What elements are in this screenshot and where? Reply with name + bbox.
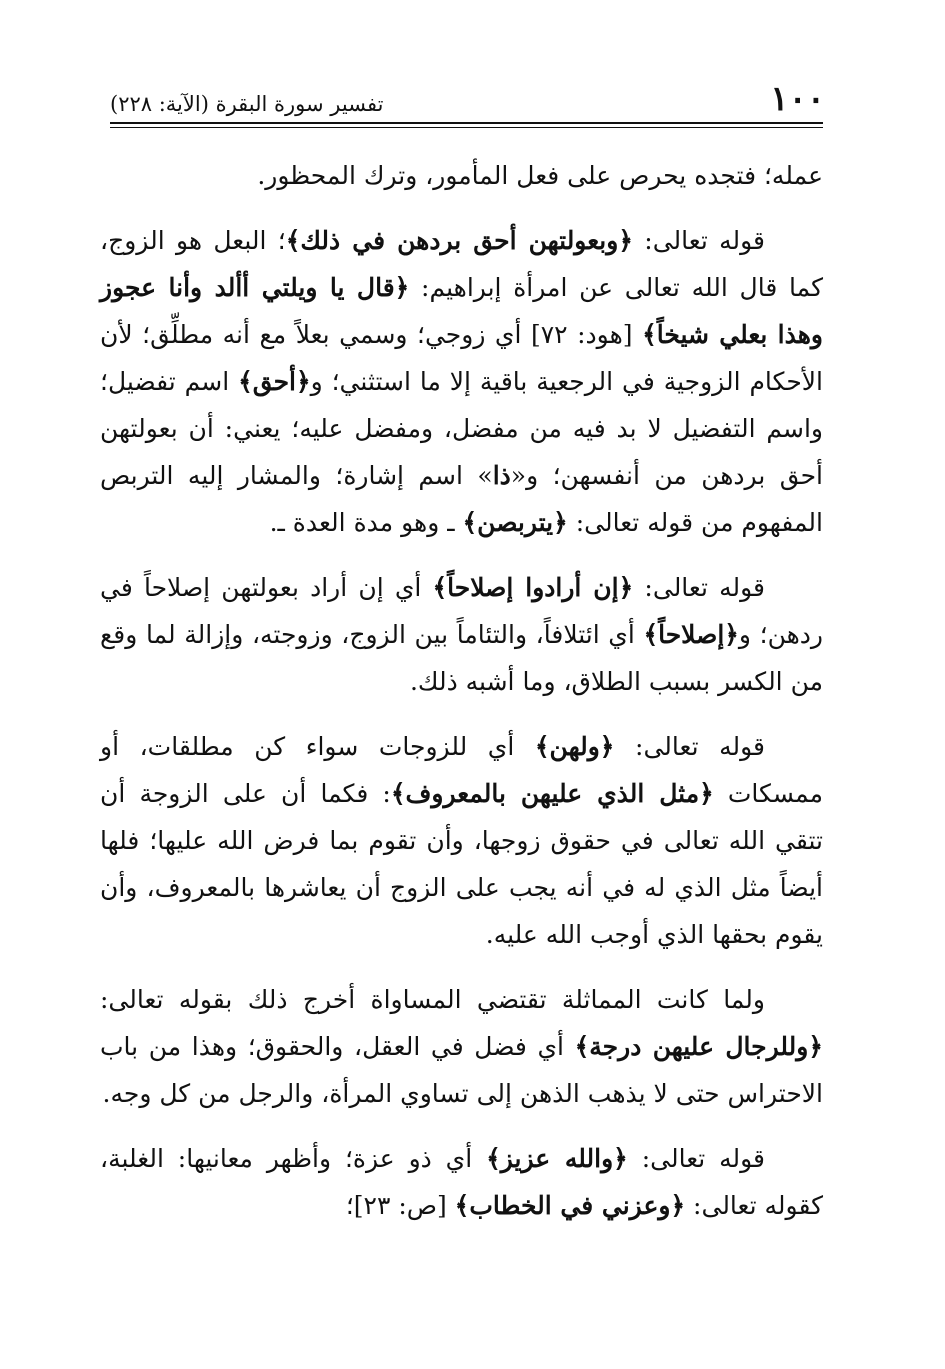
text-run: [هود: ٧٢] أي زوجي؛ وسمي بعلاً مع أنه مطلِّق؛ لأن الأحكام الزوجية في الرجعية باقية إلا ما استثني؛ و bbox=[100, 320, 824, 396]
quran-quote: ﴿ولهن﴾ bbox=[534, 732, 615, 761]
text-run: [ص: ٢٣]؛ bbox=[345, 1191, 455, 1220]
quran-quote: ذا bbox=[492, 461, 511, 490]
quran-quote: ﴿مثل الذي عليهن بالمعروف﴾ bbox=[390, 779, 714, 808]
quran-quote: ﴿يتربصن﴾ bbox=[462, 508, 568, 537]
quran-quote: ﴿إصلاحاً﴾ bbox=[643, 620, 739, 649]
quran-quote: ﴿قال يا ويلتي أألد وأنا عجوز وهذا بعلي شيخاً﴾ bbox=[100, 273, 823, 349]
text-run: اسم تفضيل؛ واسم التفضيل لا بد فيه من مفضل، ومفضل عليه؛ يعني: أن بعولتهن أحق بردهن من أنفسهن؛ و« bbox=[100, 367, 823, 490]
quran-quote: ﴿إن أرادوا إصلاحاً﴾ bbox=[432, 573, 634, 602]
paragraph bbox=[100, 564, 823, 705]
text-run: أي للزوجات سواء كن مطلقات، أو ممسكات bbox=[100, 732, 823, 808]
text-run: ـ وهو مدة العدة ـ. bbox=[269, 508, 463, 537]
quran-quote: ﴿وعزني في الخطاب﴾ bbox=[454, 1191, 686, 1220]
text-run: قوله تعالى: bbox=[633, 573, 765, 602]
page-header bbox=[110, 79, 825, 122]
text-run: أي إن أراد بعولتهن إصلاحاً في ردهن؛ و bbox=[100, 573, 823, 649]
quran-quote: ﴿والله عزيز﴾ bbox=[486, 1144, 628, 1173]
text-run: أي ائتلافاً، والتئاماً بين الزوج، وزوجته، وإزالة لما وقع من الكسر بسبب الطلاق، وما أشبه ذلك. bbox=[100, 620, 823, 696]
header-rule-thick bbox=[110, 122, 823, 124]
text-run: قوله تعالى: bbox=[632, 226, 765, 255]
text-run: أي فضل في العقل، والحقوق؛ وهذا من باب الاحتراس حتى لا يذهب الذهن إلى تساوي المرأة، والرجل من كل وجه. bbox=[100, 1032, 823, 1108]
running-title: تفسير سورة البقرة (الآية: ٢٢٨) bbox=[110, 92, 384, 116]
header-rule-thin bbox=[110, 127, 823, 128]
paragraph bbox=[100, 1135, 823, 1229]
text-run: قوله تعالى: bbox=[614, 732, 766, 761]
text-run: ؛ البعل هو الزوج، كما قال الله تعالى عن امرأة إبراهيم: bbox=[100, 226, 823, 302]
quran-quote: ﴿وللرجال عليهن درجة﴾ bbox=[574, 1032, 824, 1061]
text-run: عمله؛ فتجده يحرص على فعل المأمور، وترك المحظور. bbox=[257, 161, 823, 190]
text-run: أي ذو عزة؛ وأظهر معانيها: الغلبة، كقوله تعالى: bbox=[100, 1144, 823, 1220]
text-run: قوله تعالى: bbox=[627, 1144, 766, 1173]
quran-quote: ﴿أحق﴾ bbox=[238, 367, 311, 396]
page-number: ١٠٠ bbox=[770, 79, 825, 119]
text-run: : فكما أن على الزوجة أن تتقي الله تعالى في حقوق زوجها، وأن تقوم بما فرض الله عليها؛ فلها أيضاً مثل الذي له في أنه يجب على الزوج أن يعاشرها بالمعروف، وأن يقوم بحقها الذي أوجب الله عليه. bbox=[100, 779, 823, 949]
body-text bbox=[100, 152, 823, 1247]
quran-quote: ﴿وبعولتهن أحق بردهن في ذلك﴾ bbox=[285, 226, 633, 255]
text-run: ولما كانت المماثلة تقتضي المساواة أخرج ذلك بقوله تعالى: bbox=[100, 985, 765, 1014]
paragraph bbox=[100, 152, 823, 199]
paragraph bbox=[100, 976, 823, 1117]
paragraph bbox=[100, 217, 823, 546]
text-run: » اسم إشارة؛ والمشار إليه التربص المفهوم من قوله تعالى: bbox=[100, 461, 823, 537]
paragraph bbox=[100, 723, 823, 958]
